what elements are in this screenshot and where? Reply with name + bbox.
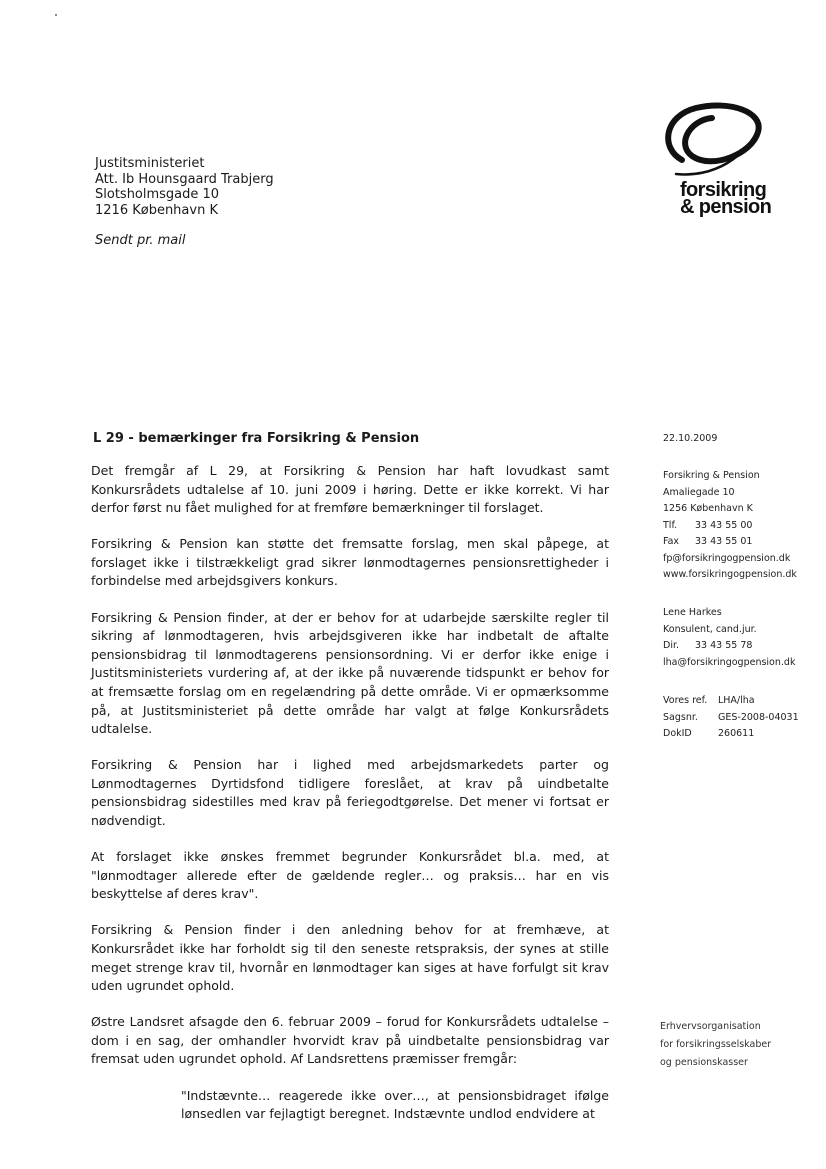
reference-block [663,693,799,743]
letter-date: 22.10.2009 [663,433,718,444]
contact-title: Konsulent, cand.jur. [663,623,757,635]
footer-line: og pensionskasser [660,1057,748,1068]
contact-email: lha@forsikringogpension.dk [663,656,796,668]
recipient-line: Att. Ib Hounsgaard Trabjerg [95,171,274,187]
contact-name: Lene Harkes [663,607,722,618]
contact-direct: Dir. 33 43 55 78 [663,640,753,651]
footer-line: for forsikringsselskaber [660,1039,772,1050]
sender-website: www.forsikringogpension.dk [663,569,797,580]
letter-body [91,462,609,1141]
body-paragraph: Det fremgår af L 29, at Forsikring & Pension har haft lovudkast samt Konkursrådets udtalelse af 10. juni 2009 i høring. Dette er ikke korrekt. Vi har derfor først nu fået mulighed for at fremføre bemærkninger til forslaget. [91,463,609,516]
contact-person-block [663,605,795,671]
body-paragraph: Østre Landsret afsagde den 6. februar 2009 – forud for Konkursrådets udtalelse – dom i en sag, der omhandler hvorvidt krav på uindbetalte pensionsbidrag var fremsat uden ugrundet ophold. Af Landsrettens præmisser fremgår: [91,1014,609,1067]
logo-wordmark: forsikring & pension [680,179,772,218]
body-paragraph: Forsikring & Pension kan støtte det fremsatte forslag, men skal påpege, at forslaget ikke i tilstrækkeligt grad sikrer lønmodtagernes pensionsrettigheder i forbindelse med arbejdsgivers konkurs. [91,536,609,589]
court-quote: "Indstævnte… reagerede ikke over…, at pensionsbidraget ifølge lønsedlen var fejlagtigt beregnet. Indstævnte undlod endvidere at [181,1087,609,1122]
body-paragraph: Forsikring & Pension har i lighed med arbejdsmarkedets parter og Lønmodtagernes Dyrtidsfond tidligere foreslået, at krav på uindbetalte pensionsbidrag sidestilles med krav på feriegodtgørelse. Det mener vi fortsat er nødvendigt. [91,757,609,828]
sender-fax: Fax 33 43 55 01 [663,536,753,547]
recipient-line: Slotsholmsgade 10 [95,187,220,202]
organisation-footer [660,1018,771,1072]
our-ref: Vores ref. LHA/lha [663,695,755,706]
sender-org: Forsikring & Pension [663,470,760,481]
sender-block [663,468,797,584]
sender-street: Amaliegade 10 [663,486,735,498]
delivery-note: Sendt pr. mail [95,233,186,248]
letter-subject: L 29 - bemærkinger fra Forsikring & Pension [93,431,420,446]
logo-swirl-icon [652,98,764,180]
company-logo [652,98,772,216]
case-number: Sagsnr. GES-2008-04031 [663,711,799,723]
body-paragraph: Forsikring & Pension finder, at der er behov for at udarbejde særskilte regler til sikring af lønmodtageren, hvis arbejdsgiveren ikke har indbetalt de aftalte pensionsbidrag til lønmodtagerens pensionsordning. Vi er derfor ikke enige i Justitsministeriets vurdering af, at der ikke på nuværende tidspunkt er behov for at fremsætte forslag om en regelændring på dette område. Vi er opmærksomme på, at Justitsministeriet på dette område har valgt at følge Konkursrådets udtalelse. [91,609,609,737]
scan-speck [55,14,57,16]
sender-city: 1256 København K [663,503,753,514]
footer-line: Erhvervsorganisation [660,1021,761,1032]
recipient-line: 1216 København K [95,202,218,218]
recipient-line: Justitsministeriet [95,156,205,171]
document-id: DokID 260611 [663,728,755,739]
sender-email: fp@forsikringogpension.dk [663,552,791,564]
body-paragraph: At forslaget ikke ønskes fremmet begrunder Konkursrådet bl.a. med, at "lønmodtager allerede efter de gældende regler… og praksis… har en vis beskyttelse af deres krav". [91,849,609,902]
recipient-address [95,156,274,218]
sender-phone: Tlf. 33 43 55 00 [663,519,753,531]
body-paragraph: Forsikring & Pension finder i den anledning behov for at fremhæve, at Konkursrådet ikke har forholdt sig til den seneste retspraksis, der synes at stille meget strenge krav til, hvornår en lønmodtager kan siges at have forfulgt sit krav uden ugrundet ophold. [91,922,609,994]
